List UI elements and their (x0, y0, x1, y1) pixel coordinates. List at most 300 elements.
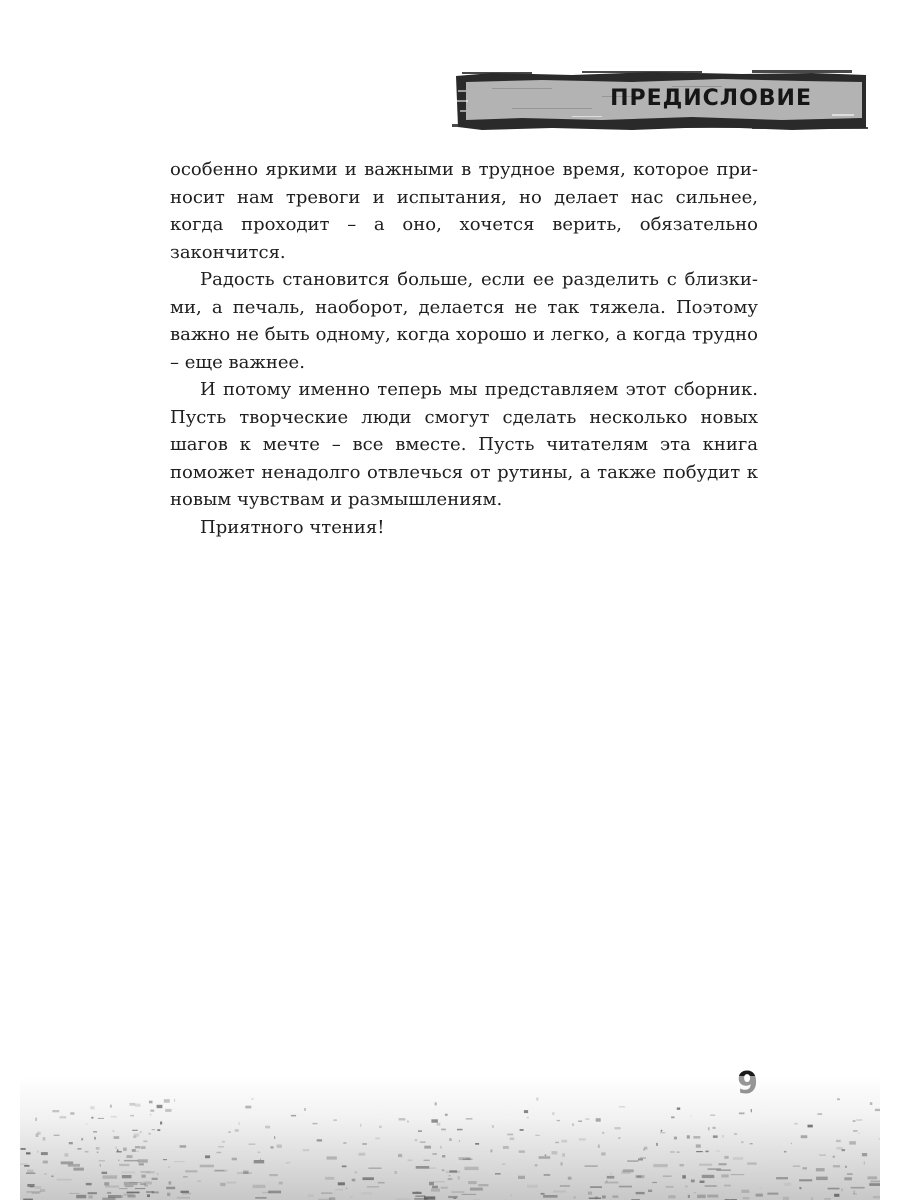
texture-speck (590, 1186, 602, 1187)
texture-speck (139, 1163, 144, 1165)
texture-speck (541, 1193, 545, 1195)
texture-speck (441, 1129, 446, 1131)
texture-speck (520, 1129, 524, 1131)
texture-speck (26, 1173, 35, 1175)
texture-speck (229, 1131, 231, 1132)
texture-speck (442, 1170, 445, 1172)
texture-speck (143, 1141, 147, 1143)
texture-speck (51, 1176, 54, 1178)
texture-speck (601, 1152, 605, 1155)
texture-speck (128, 1195, 136, 1198)
texture-speck (445, 1114, 448, 1116)
texture-speck (585, 1165, 598, 1167)
texture-speck (856, 1119, 862, 1120)
texture-speck (141, 1171, 150, 1173)
texture-speck (222, 1141, 225, 1143)
texture-speck (143, 1182, 152, 1185)
texture-speck (536, 1098, 538, 1101)
texture-speck (61, 1161, 73, 1164)
texture-speck (415, 1139, 417, 1141)
texture-speck (303, 1149, 310, 1151)
texture-speck (254, 1160, 265, 1163)
paragraph: Радость становится больше, если ее разделить с близкими, а печаль, наоборот, делается не так тяжела. Поэтому важно не быть одному, когда хорошо и легко, а когда трудно – еще важнее. (170, 269, 758, 373)
texture-speck (115, 1147, 116, 1150)
texture-speck (561, 1162, 563, 1165)
texture-speck (346, 1188, 348, 1190)
texture-speck (150, 1110, 154, 1112)
texture-speck (470, 1188, 483, 1191)
texture-speck (588, 1192, 592, 1195)
texture-speck (43, 1161, 48, 1164)
texture-speck (834, 1194, 839, 1197)
texture-speck (141, 1146, 146, 1149)
texture-speck (44, 1173, 47, 1175)
texture-speck (147, 1194, 150, 1197)
texture-speck (449, 1138, 452, 1141)
texture-speck (870, 1102, 873, 1105)
texture-speck (619, 1186, 632, 1188)
texture-speck (776, 1177, 788, 1179)
texture-speck (107, 1192, 111, 1194)
texture-speck (21, 1148, 26, 1150)
texture-speck (124, 1160, 138, 1162)
texture-speck (562, 1153, 565, 1156)
texture-speck (26, 1152, 31, 1154)
texture-speck (432, 1186, 438, 1189)
texture-speck (86, 1183, 92, 1185)
texture-speck (431, 1188, 440, 1191)
texture-speck (132, 1130, 138, 1131)
texture-speck (694, 1192, 696, 1193)
texture-speck (507, 1134, 513, 1136)
texture-speck (873, 1196, 880, 1199)
texture-speck (415, 1196, 425, 1197)
texture-speck (375, 1138, 380, 1140)
texture-speck (99, 1160, 105, 1161)
texture-speck (69, 1193, 79, 1194)
texture-speck (468, 1181, 477, 1184)
texture-speck (127, 1155, 133, 1158)
texture-speck (183, 1176, 188, 1177)
texture-speck (693, 1136, 700, 1139)
texture-speck (216, 1152, 221, 1153)
texture-speck (174, 1161, 185, 1162)
texture-speck (602, 1196, 606, 1199)
texture-speck (135, 1146, 140, 1148)
texture-speck (462, 1194, 477, 1195)
texture-speck (816, 1177, 828, 1181)
texture-speck (724, 1156, 728, 1159)
texture-speck (648, 1190, 652, 1192)
texture-speck (713, 1135, 718, 1138)
texture-speck (24, 1165, 29, 1167)
texture-speck (277, 1145, 282, 1148)
texture-speck (395, 1171, 397, 1174)
texture-speck (363, 1177, 374, 1180)
texture-speck (144, 1185, 148, 1187)
texture-speck (793, 1166, 801, 1167)
texture-speck (719, 1163, 727, 1165)
texture-speck (750, 1143, 753, 1144)
texture-speck (333, 1120, 337, 1121)
texture-speck (70, 1112, 74, 1114)
texture-speck (702, 1175, 715, 1178)
texture-speck (660, 1132, 665, 1133)
texture-speck (27, 1191, 41, 1193)
texture-speck (424, 1196, 435, 1199)
texture-speck (115, 1195, 123, 1197)
texture-speck (86, 1124, 88, 1125)
texture-speck (680, 1164, 684, 1166)
texture-speck (399, 1118, 406, 1120)
texture-speck (152, 1129, 155, 1130)
texture-speck (239, 1122, 240, 1125)
texture-speck (113, 1130, 115, 1132)
texture-speck (870, 1181, 880, 1183)
texture-speck (685, 1185, 688, 1187)
texture-speck (177, 1197, 190, 1199)
texture-speck (475, 1143, 479, 1145)
texture-speck (862, 1153, 867, 1156)
texture-speck (141, 1175, 145, 1178)
header-title: ПРЕДИСЛОВИЕ (610, 86, 812, 111)
texture-speck (573, 1196, 575, 1199)
texture-speck (368, 1168, 381, 1169)
texture-speck (545, 1155, 547, 1156)
texture-speck (696, 1144, 701, 1147)
texture-speck (799, 1187, 801, 1189)
texture-speck (828, 1188, 840, 1190)
texture-speck (478, 1184, 488, 1186)
texture-speck (180, 1145, 187, 1148)
texture-speck (361, 1192, 372, 1195)
texture-speck (102, 1175, 117, 1179)
texture-speck (722, 1135, 723, 1138)
texture-speck (841, 1189, 843, 1192)
texture-speck (182, 1193, 191, 1195)
texture-speck (466, 1158, 469, 1159)
texture-speck (697, 1195, 706, 1199)
texture-speck (560, 1185, 570, 1187)
texture-speck (691, 1116, 692, 1118)
texture-speck (808, 1125, 813, 1128)
texture-speck (851, 1187, 865, 1189)
texture-speck (37, 1132, 40, 1135)
texture-speck (218, 1146, 224, 1147)
texture-speck (619, 1106, 625, 1107)
texture-speck (408, 1160, 413, 1162)
texture-speck (710, 1115, 715, 1116)
texture-speck (503, 1146, 509, 1149)
texture-speck (615, 1127, 621, 1129)
texture-speck (174, 1099, 175, 1102)
texture-speck (671, 1117, 674, 1119)
texture-speck (127, 1192, 140, 1194)
texture-speck (160, 1122, 162, 1125)
texture-speck (362, 1144, 367, 1145)
texture-speck (424, 1160, 430, 1161)
texture-speck (69, 1142, 73, 1144)
texture-speck (367, 1186, 379, 1187)
texture-speck (424, 1146, 431, 1149)
texture-speck (524, 1110, 528, 1113)
texture-speck (52, 1110, 59, 1112)
texture-speck (125, 1185, 134, 1187)
texture-speck (741, 1141, 744, 1143)
texture-speck (653, 1164, 667, 1167)
texture-speck (638, 1159, 643, 1161)
texture-speck (674, 1137, 677, 1140)
texture-speck (157, 1105, 163, 1108)
texture-speck (598, 1145, 600, 1149)
texture-speck (661, 1130, 663, 1132)
texture-speck (398, 1154, 402, 1157)
texture-speck (135, 1188, 145, 1189)
texture-speck (743, 1197, 750, 1199)
texture-speck (205, 1155, 210, 1158)
texture-speck (837, 1098, 840, 1100)
texture-speck (457, 1129, 463, 1131)
texture-speck (117, 1149, 119, 1151)
texture-speck (595, 1196, 598, 1199)
texture-speck (27, 1170, 33, 1173)
texture-speck (696, 1151, 703, 1152)
texture-speck (135, 1104, 141, 1107)
texture-speck (448, 1196, 457, 1198)
texture-speck (57, 1179, 72, 1181)
texture-speck (618, 1137, 621, 1139)
texture-speck (420, 1141, 426, 1143)
texture-speck (700, 1181, 705, 1184)
texture-speck (756, 1194, 763, 1197)
texture-speck (243, 1171, 249, 1174)
texture-speck (705, 1151, 708, 1153)
paragraph: особенно яркими и важными в трудное время, которое приносит нам тревоги и испытания, но делает нас сильнее, когда проходит – а оно, хочется верить, обязательно закончится. (170, 159, 758, 263)
texture-speck (458, 1176, 461, 1179)
texture-speck (274, 1136, 275, 1139)
texture-speck (519, 1150, 525, 1152)
texture-speck (118, 1160, 119, 1161)
texture-speck (138, 1159, 148, 1162)
texture-speck (90, 1106, 94, 1109)
texture-speck (252, 1098, 254, 1099)
texture-speck (132, 1149, 136, 1152)
texture-speck (152, 1178, 158, 1180)
texture-speck (425, 1168, 436, 1169)
texture-speck (526, 1117, 529, 1119)
texture-speck (43, 1137, 46, 1140)
texture-speck (751, 1109, 752, 1112)
texture-speck (54, 1135, 60, 1136)
texture-speck (449, 1170, 457, 1172)
texture-speck (833, 1165, 840, 1167)
texture-speck (440, 1146, 441, 1149)
texture-speck (105, 1186, 119, 1188)
texture-speck (784, 1151, 787, 1153)
texture-speck (104, 1182, 109, 1185)
texture-speck (312, 1123, 317, 1124)
texture-speck (578, 1121, 582, 1123)
texture-speck (291, 1115, 296, 1117)
texture-speck (269, 1174, 278, 1176)
texture-speck (65, 1153, 69, 1157)
texture-speck (308, 1194, 314, 1197)
texture-speck (741, 1190, 749, 1193)
texture-speck (335, 1189, 343, 1190)
texture-speck (527, 1185, 538, 1188)
texture-speck (707, 1195, 718, 1198)
texture-speck (510, 1137, 515, 1140)
texture-speck (235, 1129, 239, 1132)
texture-speck (688, 1195, 690, 1198)
texture-speck (607, 1176, 615, 1179)
texture-speck (708, 1168, 721, 1170)
texture-speck (96, 1147, 100, 1150)
texture-speck (37, 1150, 39, 1152)
bottom-grunge-texture (20, 1076, 880, 1200)
texture-speck (466, 1118, 473, 1120)
texture-speck (716, 1151, 720, 1152)
texture-speck (253, 1185, 266, 1188)
texture-speck (60, 1116, 67, 1118)
texture-speck (379, 1126, 382, 1128)
texture-speck (165, 1109, 171, 1112)
texture-speck (163, 1159, 167, 1160)
texture-speck (325, 1177, 334, 1180)
texture-speck (691, 1180, 695, 1183)
texture-speck (699, 1164, 712, 1166)
texture-speck (557, 1120, 560, 1121)
texture-speck (146, 1191, 154, 1193)
texture-speck (343, 1142, 346, 1144)
texture-speck (602, 1132, 604, 1134)
texture-speck (853, 1121, 856, 1122)
texture-speck (836, 1140, 841, 1142)
texture-speck (636, 1175, 645, 1178)
texture-speck (88, 1192, 97, 1194)
texture-speck (869, 1183, 880, 1186)
texture-speck (854, 1191, 855, 1194)
texture-speck (448, 1178, 453, 1180)
texture-speck (491, 1150, 493, 1153)
texture-speck (407, 1121, 408, 1123)
texture-speck (535, 1164, 538, 1166)
texture-speck (853, 1130, 857, 1132)
texture-speck (317, 1139, 322, 1141)
texture-speck (670, 1151, 675, 1153)
texture-speck (98, 1118, 104, 1119)
texture-speck (30, 1186, 34, 1187)
texture-speck (432, 1153, 437, 1155)
texture-speck (868, 1176, 878, 1179)
texture-speck (721, 1174, 728, 1177)
texture-speck (627, 1160, 638, 1162)
texture-speck (416, 1191, 419, 1193)
texture-speck (81, 1138, 83, 1140)
texture-speck (214, 1170, 228, 1172)
texture-speck (378, 1182, 385, 1184)
texture-speck (20, 1164, 27, 1165)
body-text (170, 156, 758, 541)
texture-speck (552, 1151, 558, 1154)
texture-speck (784, 1183, 791, 1186)
texture-speck (167, 1193, 170, 1196)
texture-speck (164, 1099, 170, 1103)
texture-speck (437, 1123, 441, 1126)
texture-speck (433, 1181, 445, 1182)
texture-speck (879, 1138, 880, 1140)
texture-speck (495, 1173, 501, 1174)
texture-speck (817, 1113, 822, 1115)
texture-speck (68, 1164, 80, 1167)
texture-speck (396, 1199, 411, 1200)
texture-speck (129, 1103, 135, 1106)
texture-speck (245, 1106, 251, 1109)
texture-speck (687, 1135, 690, 1138)
texture-speck (116, 1151, 121, 1152)
texture-speck (677, 1108, 680, 1110)
texture-speck (168, 1166, 170, 1167)
texture-speck (572, 1123, 574, 1126)
texture-speck (100, 1164, 101, 1166)
texture-speck (799, 1179, 812, 1181)
texture-speck (431, 1119, 438, 1122)
texture-speck (121, 1171, 136, 1173)
texture-speck (418, 1130, 422, 1132)
paragraph: Приятного чтения! (200, 516, 385, 538)
texture-speck (605, 1182, 619, 1184)
texture-speck (666, 1186, 674, 1188)
texture-speck (140, 1131, 142, 1133)
texture-speck (518, 1176, 525, 1179)
texture-speck (612, 1196, 618, 1198)
texture-speck (535, 1135, 539, 1136)
texture-speck (157, 1129, 160, 1131)
texture-speck (724, 1185, 731, 1187)
texture-speck (801, 1135, 808, 1138)
texture-speck (111, 1116, 117, 1118)
texture-speck (553, 1191, 566, 1193)
texture-speck (350, 1196, 353, 1198)
texture-speck (94, 1137, 96, 1140)
texture-speck (76, 1195, 86, 1199)
texture-speck (492, 1125, 494, 1128)
texture-speck (621, 1171, 630, 1174)
texture-speck (185, 1170, 197, 1172)
texture-speck (91, 1117, 93, 1119)
texture-speck (636, 1192, 645, 1194)
texture-speck (166, 1187, 175, 1190)
texture-speck (258, 1152, 261, 1153)
texture-speck (260, 1159, 261, 1161)
header-banner (452, 70, 868, 132)
texture-speck (102, 1172, 108, 1174)
texture-speck (668, 1195, 675, 1198)
texture-speck (34, 1186, 41, 1189)
texture-speck (359, 1153, 366, 1156)
texture-speck (268, 1191, 281, 1194)
texture-speck (279, 1182, 283, 1185)
texture-speck (123, 1148, 127, 1151)
texture-speck (816, 1168, 825, 1171)
texture-speck (327, 1156, 337, 1159)
texture-speck (429, 1182, 434, 1186)
texture-speck (552, 1112, 554, 1115)
texture-speck (157, 1173, 159, 1175)
texture-speck (596, 1118, 601, 1122)
texture-speck (682, 1175, 686, 1178)
texture-speck (677, 1152, 680, 1153)
